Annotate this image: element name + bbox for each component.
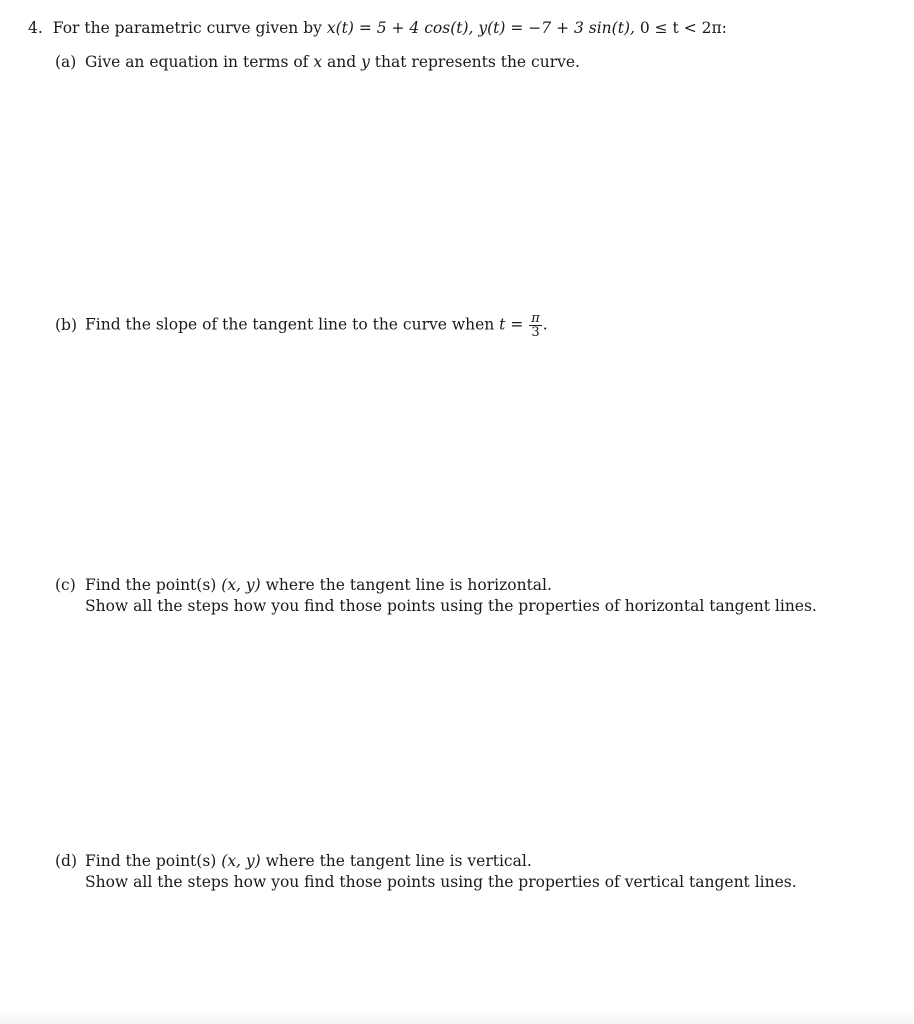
part-a-text-end: that represents the curve.: [369, 53, 580, 71]
part-c-point: (x, y): [221, 576, 261, 594]
parameter-domain: 0 ≤ t < 2π:: [639, 19, 727, 37]
problem-intro: For the parametric curve given by: [52, 19, 327, 37]
x-function: x(t) = 5 + 4 cos(t),: [326, 19, 479, 37]
part-a-label: (a): [55, 53, 77, 71]
part-a: [55, 52, 580, 72]
part-d-label: (d): [55, 852, 78, 870]
problem-number: 4.: [28, 19, 43, 37]
part-c-line1: [55, 575, 552, 595]
part-b-equals: =: [505, 315, 529, 334]
problem-statement: [28, 18, 727, 38]
part-a-var-x: x: [313, 53, 323, 71]
part-b: [55, 312, 548, 339]
page-bottom-edge: [0, 1010, 914, 1024]
part-c-label: (c): [55, 576, 76, 594]
part-a-text-mid: and: [322, 53, 362, 71]
part-b-var-t: t: [499, 315, 506, 334]
pi-over-three-fraction: [529, 312, 542, 339]
part-d-text-end: where the tangent line is vertical.: [260, 852, 532, 870]
part-d-text-start: Find the point(s): [85, 852, 222, 870]
part-c-text-start: Find the point(s): [85, 576, 222, 594]
part-a-var-y: y: [361, 53, 370, 71]
part-a-text-start: Give an equation in terms of: [85, 53, 314, 71]
fraction-denominator: 3: [531, 325, 540, 340]
part-b-text: Find the slope of the tangent line to the curve when: [85, 315, 500, 334]
part-c-line2: Show all the steps how you find those points using the properties of horizontal tangent lines.: [85, 597, 817, 615]
part-d-point: (x, y): [221, 852, 261, 870]
y-function: y(t) = −7 + 3 sin(t),: [478, 19, 640, 37]
part-c-text-end: where the tangent line is horizontal.: [260, 576, 552, 594]
part-d-line2: Show all the steps how you find those points using the properties of vertical tangent lines.: [85, 873, 797, 891]
part-d-line1: [55, 851, 532, 871]
part-b-period: .: [542, 315, 548, 334]
fraction-numerator: π: [531, 311, 540, 326]
part-b-label: (b): [55, 315, 78, 334]
